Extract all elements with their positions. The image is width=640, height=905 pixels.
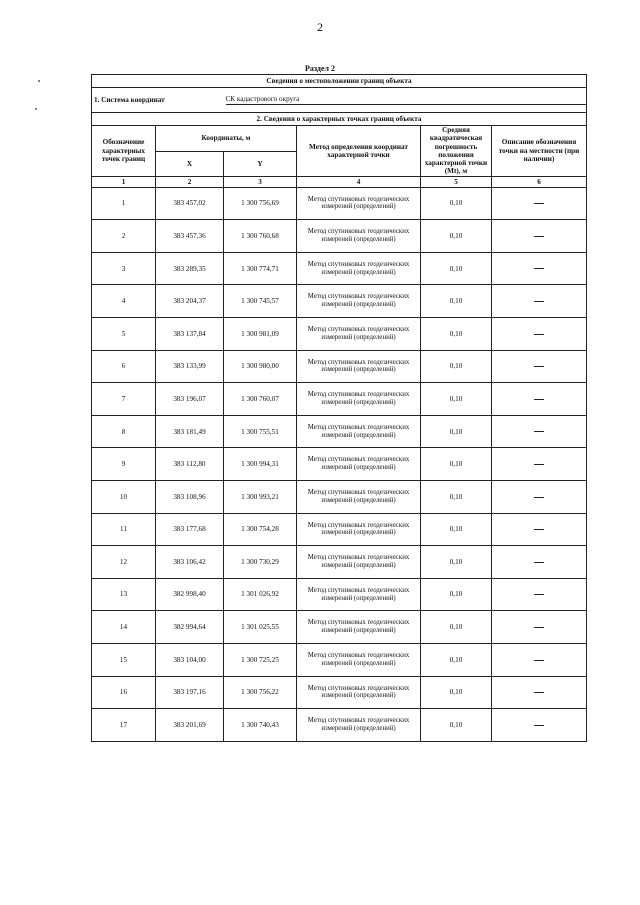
empty-dash-mark: [534, 203, 544, 204]
accuracy-cell: 0,10: [421, 513, 492, 546]
header-y: Y: [224, 151, 297, 176]
header-method: Метод определения координат характерной точки: [297, 126, 421, 177]
y-coordinate-cell: 1 300 980,00: [224, 350, 297, 383]
x-coordinate-cell: 383 108,96: [156, 481, 224, 514]
table-row: [92, 546, 587, 579]
point-cell: 11: [92, 513, 156, 546]
point-cell: 14: [92, 611, 156, 644]
x-coordinate-cell: 383 457,36: [156, 220, 224, 253]
x-coordinate-cell: 383 197,16: [156, 676, 224, 709]
scan-speck: [38, 80, 40, 82]
method-cell: Метод спутниковых геодезических измерений (определений): [297, 709, 421, 742]
header-row: [92, 126, 587, 152]
column-number: 5: [421, 176, 492, 187]
accuracy-cell: 0,10: [421, 611, 492, 644]
x-coordinate-cell: 383 112,80: [156, 448, 224, 481]
method-cell: Метод спутниковых геодезических измерений (определений): [297, 578, 421, 611]
method-cell: Метод спутниковых геодезических измерений (определений): [297, 546, 421, 579]
x-coordinate-cell: 383 104,00: [156, 644, 224, 677]
title-row: [92, 75, 587, 88]
subsection-row: [92, 113, 587, 126]
description-cell: [492, 578, 587, 611]
method-cell: Метод спутниковых геодезических измерений (определений): [297, 676, 421, 709]
x-coordinate-cell: 382 994,64: [156, 611, 224, 644]
description-cell: [492, 676, 587, 709]
page-number: 2: [317, 20, 323, 34]
table-row: [92, 448, 587, 481]
method-cell: Метод спутниковых геодезических измерений (определений): [297, 415, 421, 448]
description-cell: [492, 187, 587, 220]
coordinate-system-label: 1. Система координат: [92, 88, 224, 113]
point-cell: 2: [92, 220, 156, 253]
accuracy-cell: 0,10: [421, 578, 492, 611]
accuracy-cell: 0,10: [421, 220, 492, 253]
accuracy-cell: 0,10: [421, 187, 492, 220]
method-cell: Метод спутниковых геодезических измерений (определений): [297, 187, 421, 220]
column-number: 1: [92, 176, 156, 187]
description-cell: [492, 285, 587, 318]
empty-dash-mark: [534, 594, 544, 595]
x-coordinate-cell: 383 177,68: [156, 513, 224, 546]
table-row: [92, 644, 587, 677]
y-coordinate-cell: 1 301 026,92: [224, 578, 297, 611]
empty-dash-mark: [534, 562, 544, 563]
y-coordinate-cell: 1 301 025,55: [224, 611, 297, 644]
accuracy-cell: 0,10: [421, 252, 492, 285]
table-row: [92, 578, 587, 611]
header-accuracy: Средняя квадратическая погрешность положения характерной точки (Mt), м: [421, 126, 492, 177]
coordinate-system-row: [92, 88, 587, 113]
point-cell: 4: [92, 285, 156, 318]
empty-dash-mark: [534, 692, 544, 693]
column-number: 6: [492, 176, 587, 187]
description-cell: [492, 383, 587, 416]
accuracy-cell: 0,10: [421, 318, 492, 351]
empty-dash-mark: [534, 366, 544, 367]
point-cell: 16: [92, 676, 156, 709]
method-cell: Метод спутниковых геодезических измерений (определений): [297, 481, 421, 514]
table-row: [92, 350, 587, 383]
accuracy-cell: 0,10: [421, 448, 492, 481]
x-coordinate-cell: 382 998,40: [156, 578, 224, 611]
description-cell: [492, 546, 587, 579]
table-row: [92, 709, 587, 742]
description-cell: [492, 611, 587, 644]
y-coordinate-cell: 1 300 756,22: [224, 676, 297, 709]
y-coordinate-cell: 1 300 740,43: [224, 709, 297, 742]
y-coordinate-cell: 1 300 760,07: [224, 383, 297, 416]
method-cell: Метод спутниковых геодезических измерений (определений): [297, 318, 421, 351]
x-coordinate-cell: 383 106,42: [156, 546, 224, 579]
empty-dash-mark: [534, 497, 544, 498]
column-number: 4: [297, 176, 421, 187]
point-cell: 17: [92, 709, 156, 742]
header-description: Описание обозначения точки на местности (при наличии): [492, 126, 587, 177]
accuracy-cell: 0,10: [421, 676, 492, 709]
method-cell: Метод спутниковых геодезических измерений (определений): [297, 644, 421, 677]
y-coordinate-cell: 1 300 774,71: [224, 252, 297, 285]
table-row: [92, 611, 587, 644]
description-cell: [492, 644, 587, 677]
section-title: Раздел 2: [304, 64, 336, 73]
empty-dash-mark: [534, 725, 544, 726]
point-cell: 5: [92, 318, 156, 351]
point-cell: 13: [92, 578, 156, 611]
empty-dash-mark: [534, 627, 544, 628]
point-cell: 7: [92, 383, 156, 416]
empty-dash-mark: [534, 236, 544, 237]
point-cell: 15: [92, 644, 156, 677]
header-x: X: [156, 151, 224, 176]
x-coordinate-cell: 383 201,69: [156, 709, 224, 742]
empty-dash-mark: [534, 529, 544, 530]
y-coordinate-cell: 1 300 993,21: [224, 481, 297, 514]
coordinate-system-value: СК кадастрового округа: [226, 95, 587, 105]
point-cell: 6: [92, 350, 156, 383]
description-cell: [492, 318, 587, 351]
boundary-points-table: [91, 74, 587, 742]
x-coordinate-cell: 383 137,84: [156, 318, 224, 351]
accuracy-cell: 0,10: [421, 285, 492, 318]
column-number: 2: [156, 176, 224, 187]
table-title: Сведения о местоположении границ объекта: [92, 75, 587, 88]
empty-dash-mark: [534, 464, 544, 465]
y-coordinate-cell: 1 300 754,28: [224, 513, 297, 546]
x-coordinate-cell: 383 457,02: [156, 187, 224, 220]
column-number-row: [92, 176, 587, 187]
empty-dash-mark: [534, 268, 544, 269]
y-coordinate-cell: 1 300 730,29: [224, 546, 297, 579]
empty-dash-mark: [534, 660, 544, 661]
accuracy-cell: 0,10: [421, 546, 492, 579]
y-coordinate-cell: 1 300 755,51: [224, 415, 297, 448]
scan-speck: [35, 108, 37, 110]
accuracy-cell: 0,10: [421, 415, 492, 448]
y-coordinate-cell: 1 300 981,09: [224, 318, 297, 351]
x-coordinate-cell: 383 196,07: [156, 383, 224, 416]
coordinate-system-value-cell: [224, 88, 587, 113]
column-number: 3: [224, 176, 297, 187]
y-coordinate-cell: 1 300 994,31: [224, 448, 297, 481]
description-cell: [492, 513, 587, 546]
y-coordinate-cell: 1 300 760,68: [224, 220, 297, 253]
accuracy-cell: 0,10: [421, 383, 492, 416]
header-point: Обозначение характерных точек границ: [92, 126, 156, 177]
table-row: [92, 676, 587, 709]
point-cell: 10: [92, 481, 156, 514]
x-coordinate-cell: 383 133,99: [156, 350, 224, 383]
table-row: [92, 318, 587, 351]
accuracy-cell: 0,10: [421, 350, 492, 383]
accuracy-cell: 0,10: [421, 481, 492, 514]
accuracy-cell: 0,10: [421, 709, 492, 742]
table-row: [92, 383, 587, 416]
point-cell: 8: [92, 415, 156, 448]
description-cell: [492, 709, 587, 742]
header-coords: Координаты, м: [156, 126, 297, 152]
description-cell: [492, 252, 587, 285]
method-cell: Метод спутниковых геодезических измерений (определений): [297, 513, 421, 546]
method-cell: Метод спутниковых геодезических измерений (определений): [297, 252, 421, 285]
method-cell: Метод спутниковых геодезических измерений (определений): [297, 220, 421, 253]
y-coordinate-cell: 1 300 725,25: [224, 644, 297, 677]
method-cell: Метод спутниковых геодезических измерений (определений): [297, 448, 421, 481]
point-cell: 12: [92, 546, 156, 579]
empty-dash-mark: [534, 334, 544, 335]
table-row: [92, 252, 587, 285]
description-cell: [492, 481, 587, 514]
method-cell: Метод спутниковых геодезических измерений (определений): [297, 383, 421, 416]
point-cell: 9: [92, 448, 156, 481]
description-cell: [492, 220, 587, 253]
table-row: [92, 513, 587, 546]
empty-dash-mark: [534, 399, 544, 400]
table-row: [92, 285, 587, 318]
description-cell: [492, 448, 587, 481]
point-cell: 1: [92, 187, 156, 220]
x-coordinate-cell: 383 204,37: [156, 285, 224, 318]
table-row: [92, 187, 587, 220]
method-cell: Метод спутниковых геодезических измерений (определений): [297, 350, 421, 383]
y-coordinate-cell: 1 300 745,57: [224, 285, 297, 318]
empty-dash-mark: [534, 431, 544, 432]
method-cell: Метод спутниковых геодезических измерений (определений): [297, 611, 421, 644]
subsection-title: 2. Сведения о характерных точках границ объекта: [92, 113, 587, 126]
table-row: [92, 415, 587, 448]
description-cell: [492, 415, 587, 448]
empty-dash-mark: [534, 301, 544, 302]
y-coordinate-cell: 1 300 756,69: [224, 187, 297, 220]
table-row: [92, 481, 587, 514]
description-cell: [492, 350, 587, 383]
table-row: [92, 220, 587, 253]
x-coordinate-cell: 383 181,49: [156, 415, 224, 448]
x-coordinate-cell: 383 289,35: [156, 252, 224, 285]
accuracy-cell: 0,10: [421, 644, 492, 677]
method-cell: Метод спутниковых геодезических измерений (определений): [297, 285, 421, 318]
point-cell: 3: [92, 252, 156, 285]
